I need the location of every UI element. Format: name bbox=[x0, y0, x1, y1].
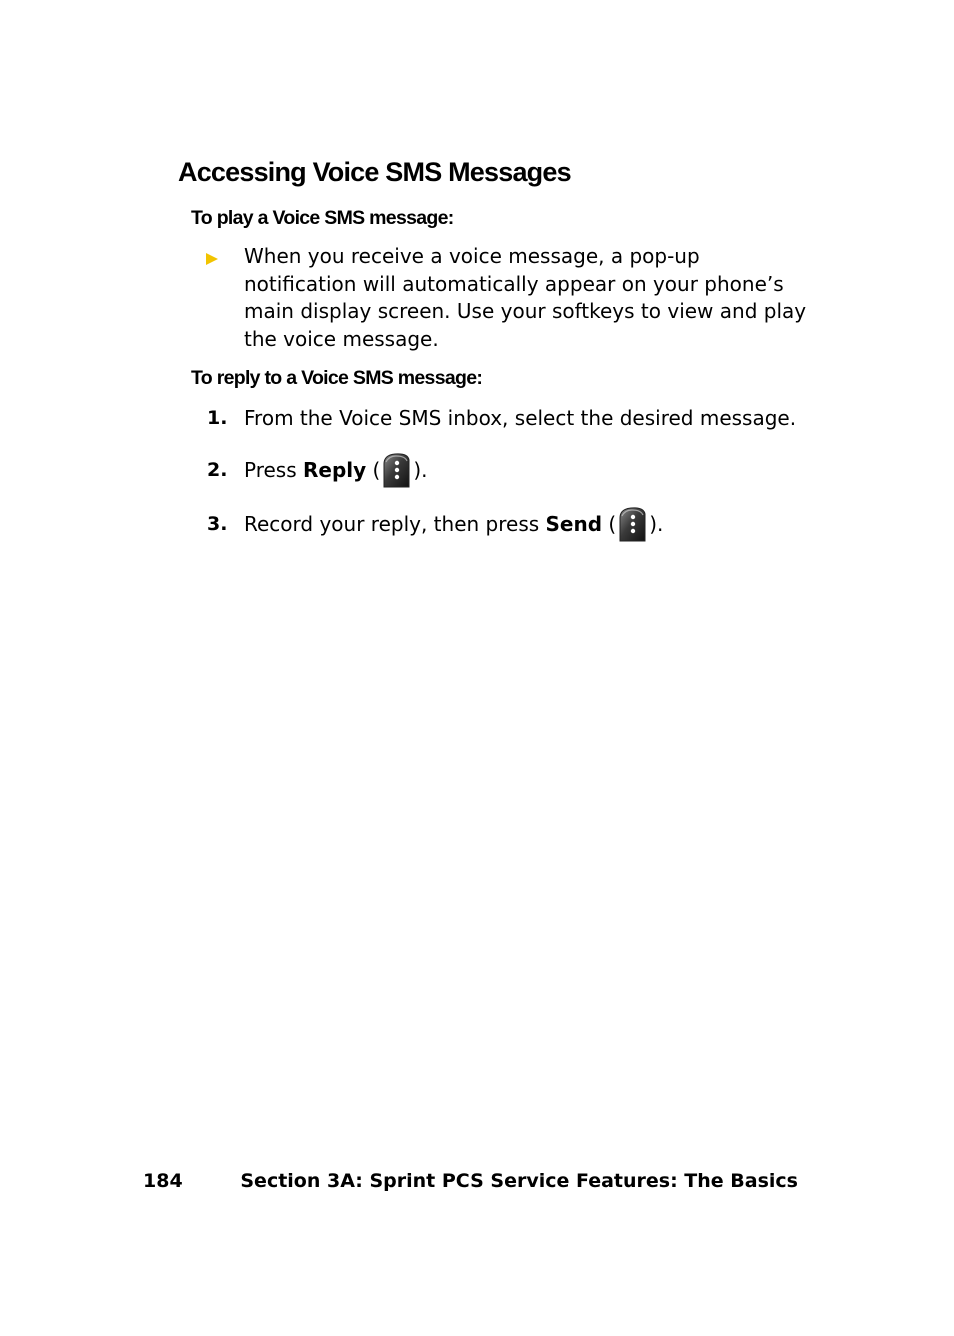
step-text bbox=[244, 452, 428, 488]
page-title: Accessing Voice SMS Messages bbox=[178, 157, 571, 187]
paren-close: ). bbox=[649, 512, 664, 536]
bullet-line: the voice message. bbox=[244, 327, 439, 352]
bullet-arrow-icon bbox=[206, 253, 218, 265]
step-text-pre: Press bbox=[244, 458, 303, 482]
paren-close: ). bbox=[413, 458, 428, 482]
bullet-line: main display screen. Use your softkeys to view and play bbox=[244, 299, 807, 324]
step-number: 3. bbox=[207, 513, 228, 535]
play-bullet-text bbox=[244, 243, 807, 354]
page-number: 184 bbox=[143, 1170, 183, 1192]
step-number: 2. bbox=[207, 459, 228, 481]
right-softkey-icon bbox=[617, 506, 648, 542]
section-title: Section 3A: Sprint PCS Service Features: The Basics bbox=[240, 1170, 798, 1192]
reply-subheading: To reply to a Voice SMS message: bbox=[191, 367, 483, 389]
reply-step-2 bbox=[207, 450, 428, 490]
reply-step-1 bbox=[207, 398, 796, 438]
bullet-line: notification will automatically appear on your phone’s bbox=[244, 271, 784, 296]
paren-open: ( bbox=[602, 512, 617, 536]
step-number: 1. bbox=[207, 407, 228, 429]
step-text: From the Voice SMS inbox, select the desired message. bbox=[244, 406, 797, 430]
step-text-pre: Record your reply, then press bbox=[244, 512, 546, 536]
paren-open: ( bbox=[366, 458, 381, 482]
right-softkey-icon bbox=[381, 452, 412, 488]
bullet-line: When you receive a voice message, a pop-up bbox=[244, 244, 700, 268]
step-text bbox=[244, 506, 663, 542]
send-key-label: Send bbox=[545, 512, 603, 536]
reply-key-label: Reply bbox=[303, 458, 367, 482]
play-subheading: To play a Voice SMS message: bbox=[191, 207, 454, 229]
reply-step-3 bbox=[207, 504, 663, 544]
